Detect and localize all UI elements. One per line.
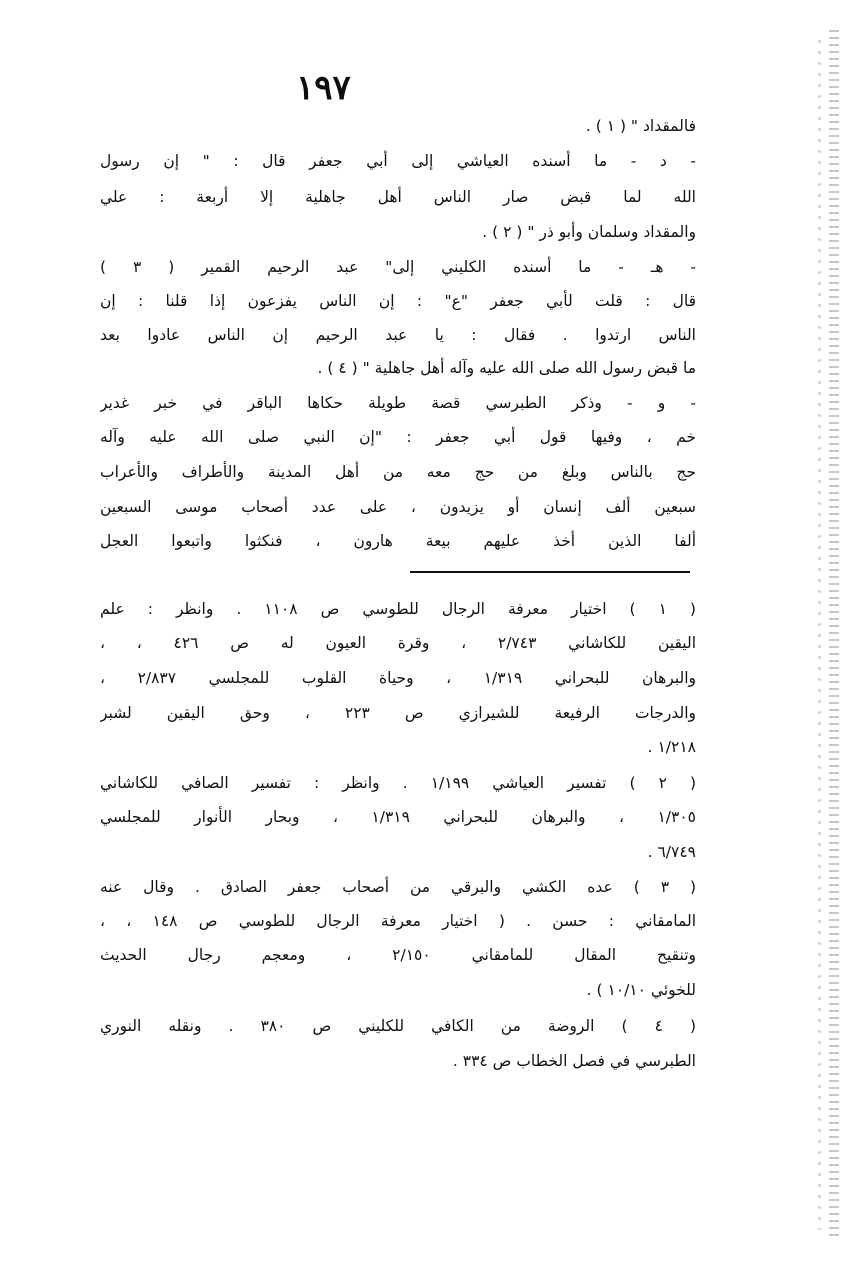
footnote-line: ( ٢ ) تفسير العياشي ١/١٩٩ . وانظر : تفسير الصافي للكاشاني — [100, 774, 696, 792]
page-number: ١٩٧ — [296, 68, 351, 108]
footnote-line: وتنقيح المقال للمامقاني ٢/١٥٠ ، ومعجم رجال الحديث — [100, 946, 696, 964]
body-line: - هـ - ما أسنده الكليني إلى" عبد الرحيم القمير ( ٣ ) — [100, 258, 696, 276]
body-line: ألفا الذين أخذ عليهم بيعة هارون ، فنكثوا واتبعوا العجل — [100, 532, 696, 550]
scan-edge-artifact — [829, 30, 839, 1240]
body-line: - و - وذكر الطبرسي قصة طويلة حكاها الباقر في خبر غدير — [100, 394, 696, 412]
footnote-line: الطبرسي في فصل الخطاب ص ٣٣٤ . — [452, 1052, 696, 1070]
body-line: - د - ما أسنده العياشي إلى أبي جعفر قال : " إن رسول — [100, 152, 696, 170]
body-line: سبعين ألف إنسان أو يزيدون ، على عدد أصحاب موسى السبعين — [100, 498, 696, 516]
footnote-line: ( ١ ) اختيار معرفة الرجال للطوسي ص ١١٠٨ . وانظر : علم — [100, 600, 696, 618]
footnote-line: المامقاني : حسن . ( اختيار معرفة الرجال للطوسي ص ١٤٨ ، ، — [100, 912, 696, 930]
footnote-line: ( ٣ ) عده الكشي والبرقي من أصحاب جعفر الصادق . وقال عنه — [100, 878, 696, 896]
footnote-separator — [410, 571, 690, 573]
body-line: الناس ارتدوا . فقال : يا عبد الرحيم إن الناس عادوا بعد — [100, 326, 696, 344]
footnote-line: ( ٤ ) الروضة من الكافي للكليني ص ٣٨٠ . ونقله النوري — [100, 1017, 696, 1035]
footnote-line: للخوئي ١٠/١٠ ) . — [586, 981, 696, 999]
footnote-line: ١/٢١٨ . — [647, 738, 696, 756]
body-line: قال : قلت لأبي جعفر "ع" : إن الناس يفزعون إذا قلنا : إن — [100, 292, 696, 310]
body-line: حج بالناس وبلغ من حج معه من أهل المدينة والأطراف والأعراب — [100, 463, 696, 481]
footnote-line: والدرجات الرفيعة للشيرازي ص ٢٢٣ ، وحق اليقين لشبر — [100, 704, 696, 722]
scan-edge-artifact-inner — [818, 40, 821, 1230]
footnote-line: اليقين للكاشاني ٢/٧٤٣ ، وقرة العيون له ص ٤٢٦ ، ، — [100, 634, 696, 652]
footnote-line: ١/٣٠٥ ، والبرهان للبحراني ١/٣١٩ ، وبحار الأنوار للمجلسي — [100, 808, 696, 826]
body-line: الله لما قبض صار الناس أهل جاهلية إلا أربعة : علي — [100, 188, 696, 206]
footnote-line: والبرهان للبحراني ١/٣١٩ ، وحياة القلوب للمجلسي ٢/٨٣٧ ، — [100, 669, 696, 687]
body-line: ما قبض رسول الله صلى الله عليه وآله أهل جاهلية " ( ٤ ) . — [317, 359, 696, 377]
footnote-line: ٦/٧٤٩ . — [647, 843, 696, 861]
body-line: والمقداد وسلمان وأبو ذر " ( ٢ ) . — [482, 223, 696, 241]
body-line: فالمقداد " ( ١ ) . — [585, 117, 696, 135]
body-line: خم ، وفيها قول أبي جعفر : "إن النبي صلى الله عليه وآله — [100, 428, 696, 446]
